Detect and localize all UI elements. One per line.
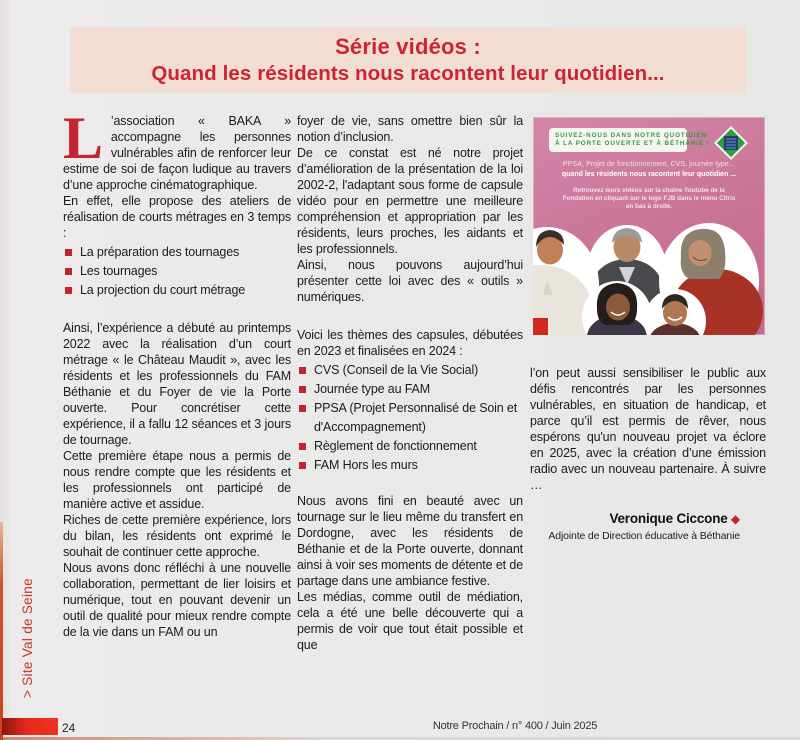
paragraph-text: ’association « BAKA » accompagne les personnes vulnérables afin de renforcer leur estime de soi de façon ludique au travers d’une approche cinématographique. [63,114,291,192]
poster-subtitle: PPSA, Projet de fonctionnement, CVS, journée type... [562,161,736,168]
article-title-line1: Série vidéos : [335,34,481,59]
bullet-square-icon [299,462,306,469]
list-item-text: CVS (Conseil de la Vie Social) [314,363,479,377]
bullet-list [63,243,291,300]
paragraph: Cette première étape nous a permis de nous rendre compte que les résidents et les professionnels ont participé de manière active et assidue. [63,449,291,511]
paragraph: Nous avons donc réfléchi à une nouvelle collaboration, permettant de lier loisirs et numérique, tout en pouvant devenir un outil de qualité pour mieux rendre compte de la vie dans un FAM ou un [63,561,291,639]
page-spine-line [0,522,3,740]
article-column-1 [63,105,291,640]
paragraph: Ainsi, nous pouvons aujourd’hui présenter cette loi avec des « outils » numériques. [297,258,523,304]
poster-subtitle-bold: quand les résidents nous racontent leur quotidien ... [561,171,737,178]
list-item-text: FAM Hors les murs [314,458,418,472]
paragraph: Les médias, comme outil de médiation, cela a été une belle découverte qui a permis de voir que tout était possible et que [297,590,523,652]
poster-instructions: Retrouvez leurs vidéos sur la chaîne Youtube de la Fondation en cliquant sur le logo FJB dans le menu Citrix en bas à droite. [562,187,736,210]
footer-magazine-info: Notre Prochain / n° 400 / Juin 2025 [432,720,598,732]
bullet-square-icon [65,287,72,294]
paragraph [63,105,291,193]
article-title-banner [70,27,746,93]
list-item-text: Règlement de fonctionnement [314,439,477,453]
list-item [297,380,523,399]
list-item [63,243,291,262]
diamond-icon: ◆ [730,512,740,526]
page-number: 24 [62,721,76,735]
bullet-square-icon [299,443,306,450]
poster-headline-line1: SUIVEZ-NOUS DANS NOTRE QUOTIDIEN [555,131,707,139]
drop-cap: L [63,105,103,171]
list-item-text: Journée type au FAM [314,382,430,396]
list-item-text: PPSA (Projet Personnalisé de Soin et d'Accompagnement) [314,401,518,434]
bullet-square-icon [65,268,72,275]
footer-red-tab [2,718,58,735]
paragraph: Ainsi, l’expérience a débuté au printemps 2022 avec la réalisation d’un court métrage « le Château Maudit », avec les résidents et les professionnels du FAM Béthanie et du Foyer de vie la Porte ouverte. Pour concrétiser cette expérience, il a fallu 12 séances et 3 jours de tournage. [63,321,291,447]
paragraph: l’on peut aussi sensibiliser le public aux défis rencontrés par les personnes vulnérables, en situation de handicap, et parce qu’il est permis de rêver, nous espérons qu'un nouveau projet va éclore en 2025, avec la création d’une émission radio avec un nouveau partenaire. À suivre … [530,366,766,492]
bullet-square-icon [65,249,72,256]
article-column-3 [530,117,766,544]
list-item [63,262,291,281]
paragraph: Nous avons fini en beauté avec un tournage sur le lieu même du transfert en Dordogne, avec les résidents de Béthanie et de la Porte ouverte, donnant ainsi à voir ses moments de détente et de partage dans une ambiance festive. [297,494,523,588]
author-title: Adjointe de Direction éducative à Béthanie [548,530,740,542]
list-item [297,456,523,475]
list-item-text: Les tournages [80,264,158,278]
author-signature [530,511,766,544]
poster-spacer [530,117,766,335]
bullet-square-icon [299,405,306,412]
list-item-text: La projection du court métrage [80,283,246,297]
list-item [63,281,291,300]
list-item [297,437,523,456]
poster-headline-line2: À LA PORTE OUVERTE ET À BÉTHANIE ! [555,140,710,147]
paragraph: De ce constat est né notre projet d’amélioration de la présentation de la loi 2002-2, l'adaptant sous forme de capsule vidéo pour en permettre une meilleure compréhension et appropriation par les résidents, leurs proches, les aidants et les professionnels. [297,146,523,256]
list-item-text: La préparation des tournages [80,245,240,259]
paragraph: Voici les thèmes des capsules, débutées en 2023 et finalisées en 2024 : [297,328,523,358]
paragraph: foyer de vie, sans omettre bien sûr la notion d’inclusion. [297,114,523,144]
list-item [297,361,523,380]
author-name: Veronique Ciccone [609,511,728,526]
list-item [297,399,523,437]
bullet-list [297,361,523,475]
paragraph: En effet, elle propose des ateliers de réalisation de courts métrages en 3 temps : [63,194,291,240]
author-name-line [530,511,740,527]
article-column-2 [297,113,523,653]
paragraph: Riches de cette première expérience, lors du bilan, les résidents ont exprimé le souhait de continuer cette approche. [63,513,291,559]
bullet-square-icon [299,367,306,374]
site-section-label: > Site Val de Seine [20,578,35,698]
article-title-line2: Quand les résidents nous racontent leur quotidien... [151,62,665,85]
bullet-square-icon [299,386,306,393]
